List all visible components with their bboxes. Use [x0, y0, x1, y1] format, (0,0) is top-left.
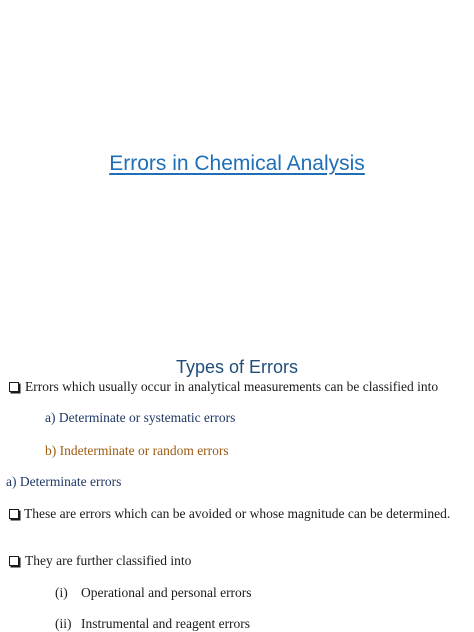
option-a: a) Determinate or systematic errors [45, 410, 236, 425]
further-text: They are further classified into [25, 553, 192, 568]
list-item-number: (i) [55, 585, 68, 600]
list-item-number: (ii) [55, 616, 72, 631]
section-heading: Types of Errors [175, 357, 299, 377]
further-bullet [9, 553, 191, 569]
list-item [55, 585, 252, 601]
checkbox-bullet-icon [9, 382, 19, 392]
checkbox-bullet-icon [9, 556, 19, 566]
slide-title: Errors in Chemical Analysis [109, 152, 365, 175]
intro-bullet [9, 379, 438, 395]
option-b: b) Indeterminate or random errors [45, 443, 229, 458]
list-item-label: Operational and personal errors [81, 585, 252, 600]
list-item [55, 616, 250, 632]
list-item-label: Instrumental and reagent errors [81, 616, 251, 631]
definition-text: These are errors which can be avoided or whose magnitude can be determined. [24, 506, 451, 521]
intro-text: Errors which usually occur in analytical measurements can be classified into [25, 379, 439, 394]
subheading-determinate: a) Determinate errors [6, 474, 122, 489]
checkbox-bullet-icon [9, 509, 19, 519]
